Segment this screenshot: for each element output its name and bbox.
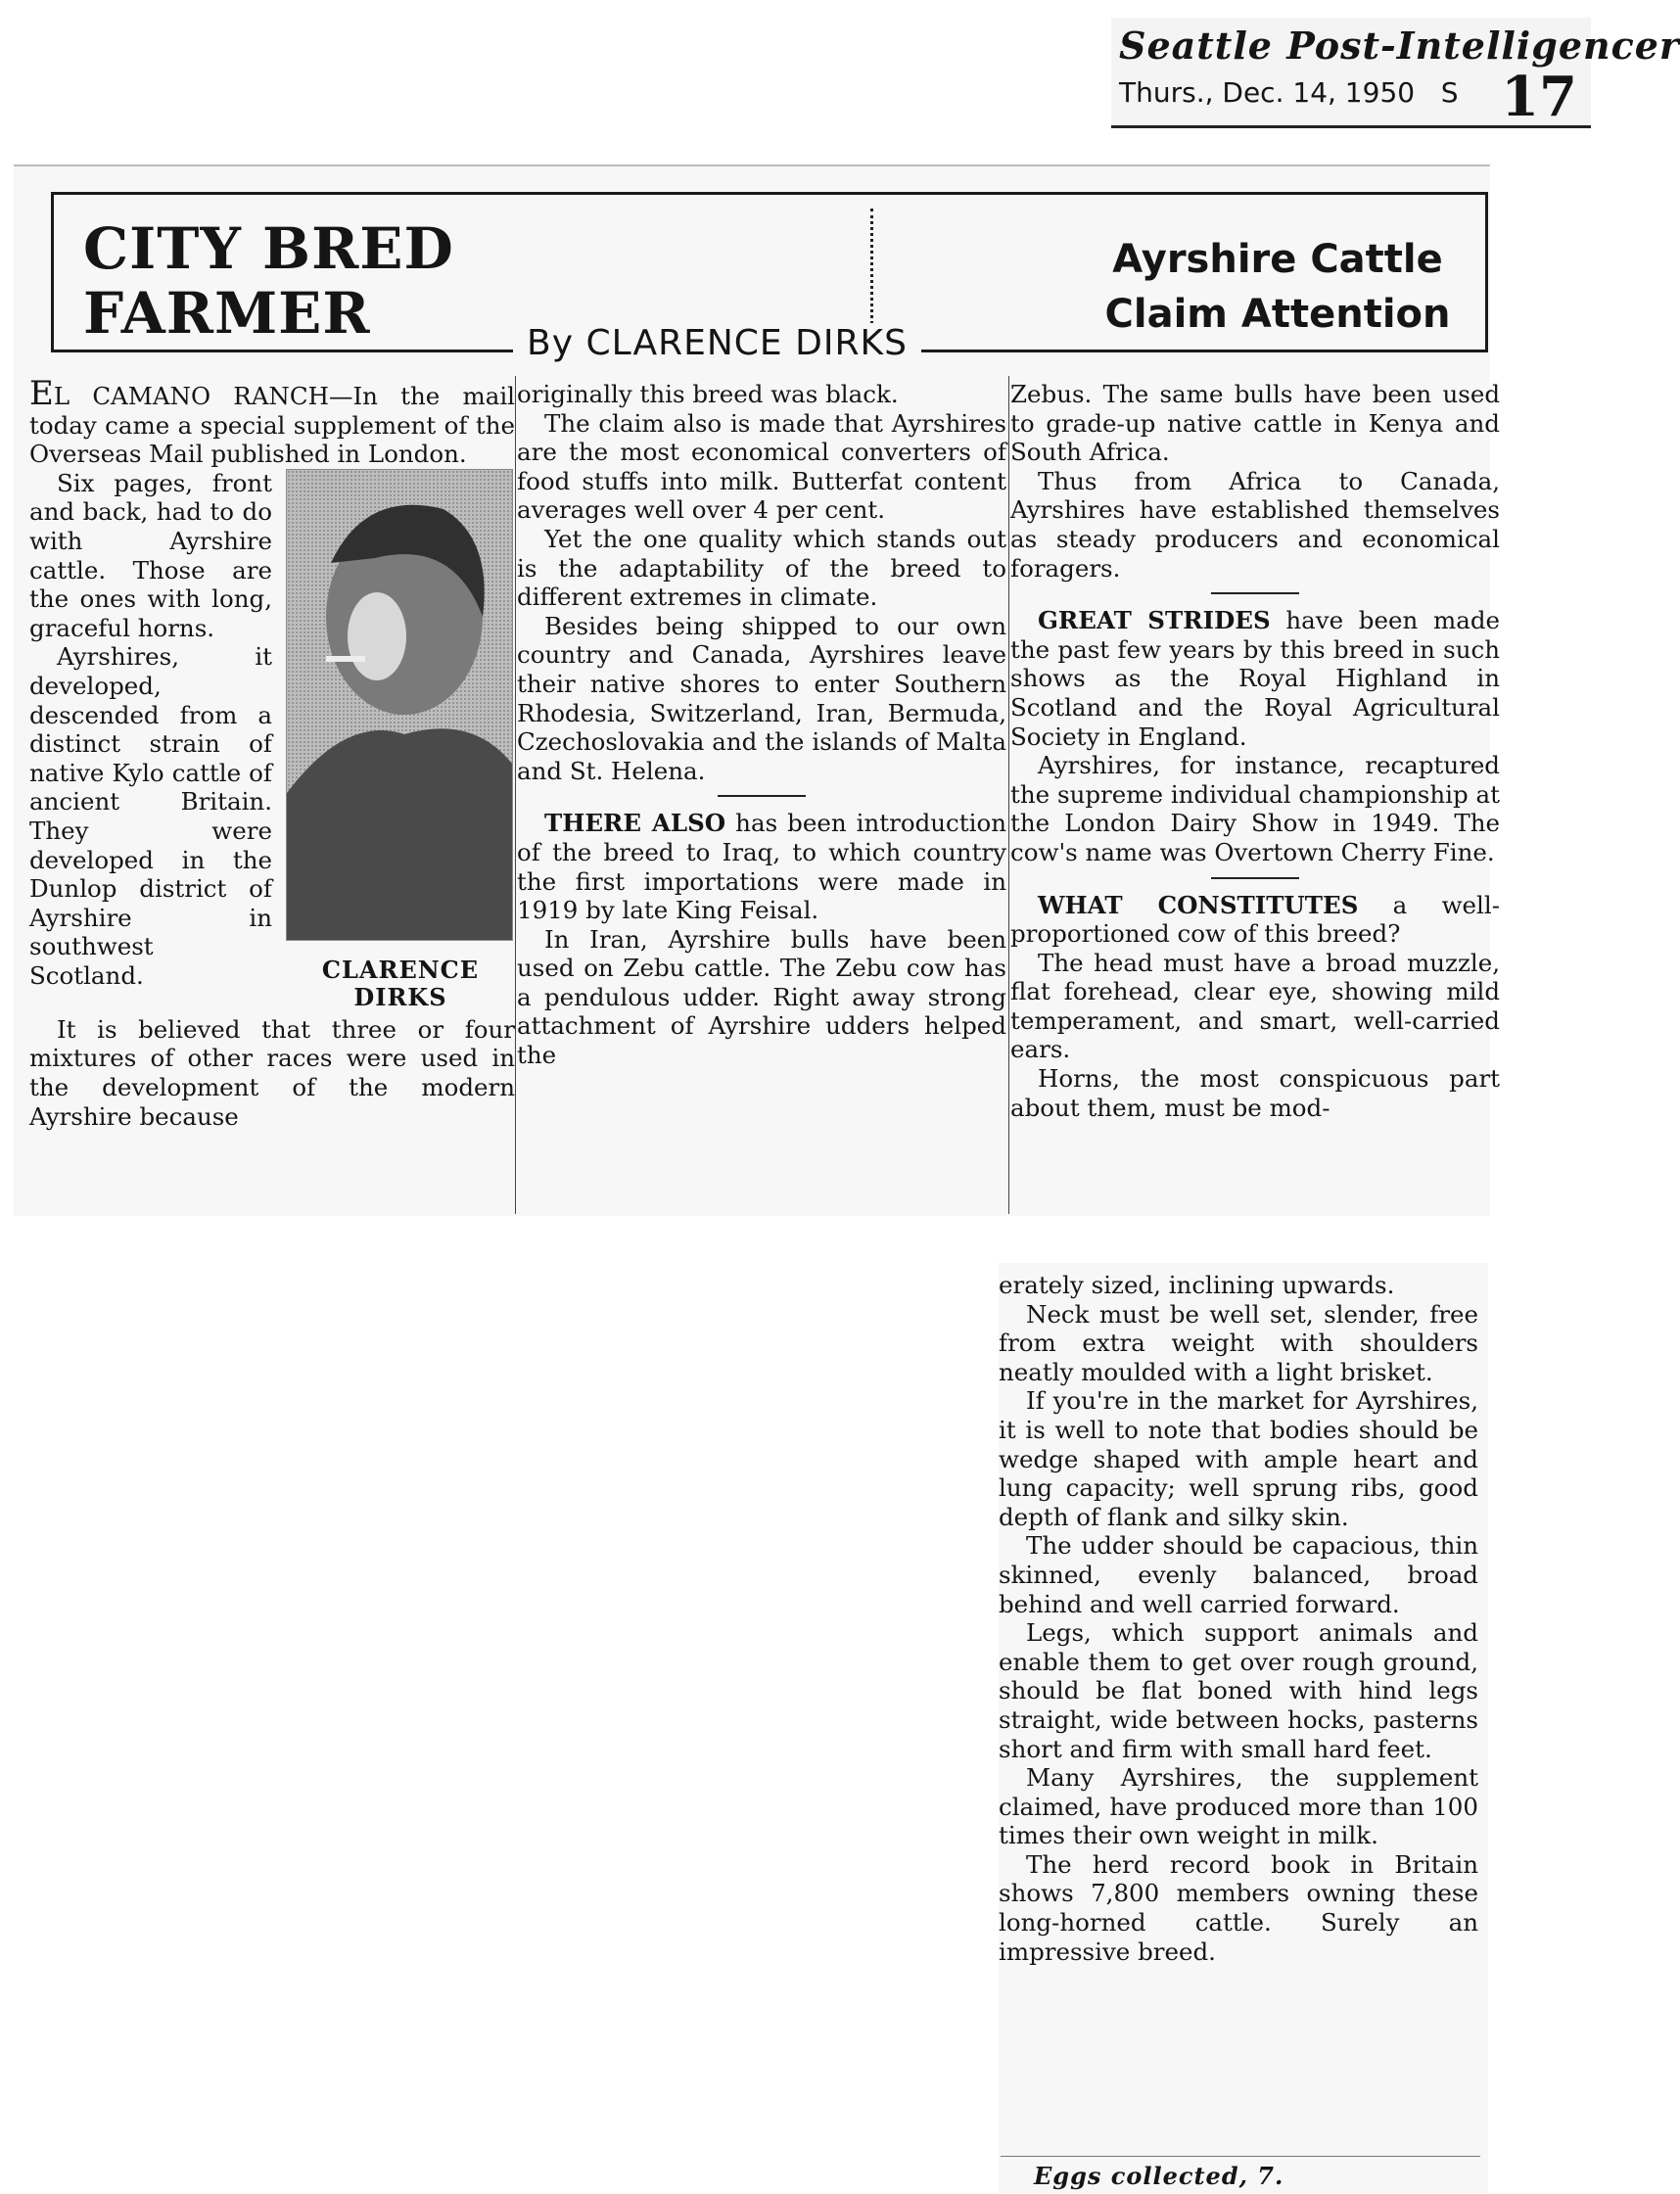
article-column-2 (517, 380, 1006, 1070)
caption-line-2: DIRKS (353, 982, 447, 1011)
article-clipping-main (14, 164, 1500, 1216)
paragraph-text: have been made the past few years by this breed in such shows as the Royal Highland in Scotland and the Royal Agricultural Society in England. (1010, 606, 1500, 751)
paragraph-text: a well-proportioned cow of this breed? (1010, 890, 1500, 949)
headline (1072, 232, 1483, 342)
page-number: 17 (1501, 65, 1577, 129)
paragraph: Yet the one quality which stands out is the adaptability of the breed to different extremes in climate. (517, 524, 1006, 612)
paragraph: Neck must be well set, slender, free from extra weight with shoulders neatly moulded with a light brisket. (999, 1299, 1478, 1386)
column-title-line-2: FARMER (83, 280, 371, 347)
article-column-4 (999, 1271, 1478, 1966)
paragraph: Thus from Africa to Canada, Ayrshires have established themselves as steady producers and economical foragers. (1010, 466, 1500, 583)
section-kicker: THERE ALSO (544, 809, 726, 838)
footer-rule (1001, 2156, 1480, 2157)
paragraph: Zebus. The same bulls have been used to grade-up native cattle in Kenya and South Africa. (1010, 380, 1500, 467)
paragraph: Besides being shipped to our own country and Canada, Ayrshires leave their native shores to enter Southern Rhodesia, Switzerland, Iran, Bermuda, Czechoslovakia and the islands of Malta and St. Helena. (517, 611, 1006, 785)
paragraph (1010, 606, 1500, 751)
paragraph: Six pages, front and back, had to do with Ayrshire cattle. Those are the ones with long, graceful horns. (29, 468, 272, 642)
paragraph: The udder should be capacious, thin skinned, evenly balanced, broad behind and well carried forward. (999, 1531, 1478, 1618)
column-rule (1008, 376, 1009, 1214)
paragraph (517, 809, 1006, 924)
paragraph-text: L CAMANO RANCH—In the mail today came a special supplement of the Overseas Mail published in London. (29, 382, 515, 469)
header-divider (870, 209, 873, 330)
paragraph: Ayrshires, it developed, descended from a distinct strain of native Kylo cattle of ancient Britain. They were developed in the Dunlop district of Ayrshire in southwest Scotland. (29, 642, 272, 990)
caption-line-1: CLARENCE (321, 955, 480, 984)
section-rule (1211, 877, 1299, 879)
publication-date (1119, 76, 1459, 109)
column-title (83, 216, 454, 346)
byline: By CLARENCE DIRKS (513, 323, 921, 363)
paragraph: If you're in the market for Ayrshires, it is well to note that bodies should be wedge shaped with ample heart and lung capacity; well sprung ribs, good depth of flank and silky skin. (999, 1386, 1478, 1531)
paragraph (29, 374, 515, 469)
headline-line-1: Ayrshire Cattle (1112, 237, 1443, 282)
paragraph: Legs, which support animals and enable them to get over rough ground, should be flat boned with hind legs straight, wide between hocks, pasterns short and firm with small hard feet. (999, 1618, 1478, 1763)
paragraph: Ayrshires, for instance, recaptured the supreme individual championship at the London Dairy Show in 1949. The cow's name was Overtown Cherry Fine. (1010, 751, 1500, 866)
headline-line-2: Claim Attention (1104, 292, 1451, 337)
author-photo-block (286, 469, 515, 1011)
paragraph: The herd record book in Britain shows 7,800 members owning these long-horned cattle. Surely an impressive breed. (999, 1849, 1478, 1966)
date-text: Thurs., Dec. 14, 1950 (1119, 76, 1416, 109)
article-column-3 (1010, 380, 1500, 1122)
paragraph: Horns, the most conspicuous part about them, must be mod- (1010, 1064, 1500, 1122)
paragraph-text: has been introduction of the breed to Iraq, to which country the first importations were made in 1919 by late King Feisal. (517, 809, 1006, 925)
article-column-1 (29, 374, 515, 1131)
paragraph: It is believed that three or four mixtures of other races were used in the development of the modern Ayrshire because (29, 1014, 515, 1131)
footer-note: Eggs collected, 7. (1034, 2162, 1284, 2190)
paragraph: originally this breed was black. (517, 380, 899, 408)
photo-caption (286, 957, 515, 1011)
section-rule (1211, 592, 1299, 594)
section-rule (718, 795, 806, 797)
article-clipping-continuation (999, 1263, 1488, 2193)
paragraph: Many Ayrshires, the supplement claimed, have produced more than 100 times their own weight in milk. (999, 1763, 1478, 1850)
section-letter: S (1440, 76, 1459, 109)
paragraph: In Iran, Ayrshire bulls have been used on Zebu cattle. The Zebu cow has a pendulous udder. Right away strong attachment of Ayrshire udders helped the (517, 924, 1006, 1070)
paragraph: The head must have a broad muzzle, flat forehead, clear eye, showing mild temperament, and smart, well-carried ears. (1010, 948, 1500, 1064)
author-photo (286, 469, 513, 941)
section-kicker: GREAT STRIDES (1038, 606, 1271, 635)
newspaper-name: Seattle Post-Intelligencer (1119, 23, 1680, 68)
masthead (1111, 18, 1680, 129)
paragraph (1010, 891, 1500, 949)
column-title-line-1: CITY BRED (83, 215, 454, 282)
section-kicker: WHAT CONSTITUTES (1038, 890, 1359, 919)
paragraph: The claim also is made that Ayrshires are the most economical converters of food stuffs into milk. Butterfat content averages well over 4 per cent. (517, 408, 1006, 525)
drop-cap: E (29, 374, 54, 413)
column-rule (515, 376, 516, 1214)
paragraph: erately sized, inclining upwards. (999, 1271, 1395, 1299)
